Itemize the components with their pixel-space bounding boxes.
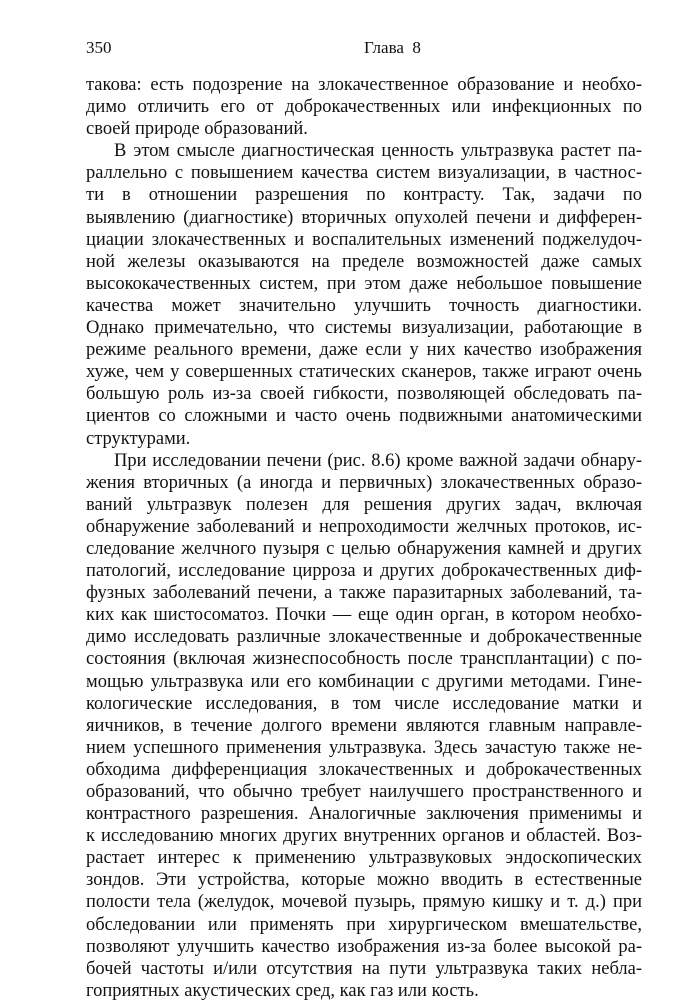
text-line: циентов со сложными и часто очень подвижными анатомическими	[86, 406, 642, 427]
chapter-title: Глава 8	[364, 38, 421, 57]
text-line: обследовании или применять при хирургическом вмешательстве,	[86, 914, 642, 935]
page-number: 350	[86, 38, 112, 57]
text-line: полости тела (желудок, мочевой пузырь, прямую кишку и т. д.) при	[86, 892, 642, 913]
text-line: качества может значительно улучшить точность диагностики.	[86, 295, 642, 316]
text-line: состояния (включая жизнеспособность после трансплантации) с по-	[86, 649, 642, 670]
text-line: раллельно с повышением качества систем визуализации, в частнос-	[86, 163, 642, 184]
text-line: большую роль из-за своей гибкости, позволяющей обследовать па-	[86, 384, 642, 405]
page-header	[86, 38, 642, 60]
text-line: следование желчного пузыря с целью обнаружения камней и других	[86, 538, 642, 559]
text-line: При исследовании печени (рис. 8.6) кроме важной задачи обнару-	[114, 450, 642, 471]
text-line: Однако примечательно, что системы визуализации, работающие в	[86, 318, 642, 339]
text-line: ваний ультразвук полезен для решения других задач, включая	[86, 494, 642, 515]
text-line: обходима дифференциация злокачественных и доброкачественных	[86, 759, 642, 780]
text-line: структурами.	[86, 428, 191, 449]
text-line: зондов. Эти устройства, которые можно вводить в естественные	[86, 870, 642, 891]
text-line: фузных заболеваний печени, а также паразитарных заболеваний, та-	[86, 583, 642, 604]
text-line: ких как шистосоматоз. Почки — еще один орган, в котором необхо-	[86, 605, 642, 626]
text-line: к исследованию многих других внутренних органов и областей. Воз-	[86, 826, 642, 847]
text-line: высококачественных систем, при этом даже небольшое повышение	[86, 273, 642, 294]
body-text	[86, 74, 642, 1002]
text-line: бочей частоты и/или отсутствия на пути ультразвука таких небла-	[86, 958, 642, 979]
text-line: своей природе образований.	[86, 119, 308, 140]
text-line: режиме реального времени, даже если у них качество изображения	[86, 340, 642, 361]
text-line: яичников, в течение долгого времени являются главным направле-	[86, 715, 642, 736]
text-line: мощью ультразвука или его комбинации с другими методами. Гине-	[86, 671, 642, 692]
text-line: димо исследовать различные злокачественные и доброкачественные	[86, 627, 642, 648]
text-line: растает интерес к применению ультразвуковых эндоскопических	[86, 848, 642, 869]
text-line: кологические исследования, в том числе исследование матки и	[86, 693, 642, 714]
text-line: позволяют улучшить качество изображения из-за более высокой ра-	[86, 936, 642, 957]
text-line: образований, что обычно требует наилучшего пространственного и	[86, 782, 642, 802]
text-line: циации злокачественных и воспалительных изменений поджелудоч-	[86, 229, 642, 250]
text-line: В этом смысле диагностическая ценность ультразвука растет па-	[114, 141, 642, 162]
text-line: ти в отношении разрешения по контрасту. Так, задачи по	[86, 185, 642, 206]
text-line: выявлению (диагностике) вторичных опухолей печени и дифферен-	[86, 207, 642, 228]
text-line: контрастного разрешения. Аналогичные заключения применимы и	[86, 804, 642, 825]
text-line: жения вторичных (а иногда и первичных) злокачественных образо-	[86, 472, 642, 493]
text-line: такова: есть подозрение на злокачественное образование и необхо-	[86, 75, 642, 95]
text-line: нием успешного применения ультразвука. Здесь зачастую также не-	[86, 737, 642, 758]
text-line: обнаружение заболеваний и непроходимости желчных протоков, ис-	[86, 516, 642, 537]
text-line: ной железы оказываются на пределе возможностей даже самых	[86, 251, 642, 272]
text-line: патологий, исследование цирроза и других доброкачественных диф-	[86, 561, 642, 582]
text-line: хуже, чем у совершенных статических сканеров, также играют очень	[86, 362, 642, 383]
text-line: димо отличить его от доброкачественных или инфекционных по	[86, 97, 642, 118]
text-line: гоприятных акустических сред, как газ или кость.	[86, 980, 479, 1001]
